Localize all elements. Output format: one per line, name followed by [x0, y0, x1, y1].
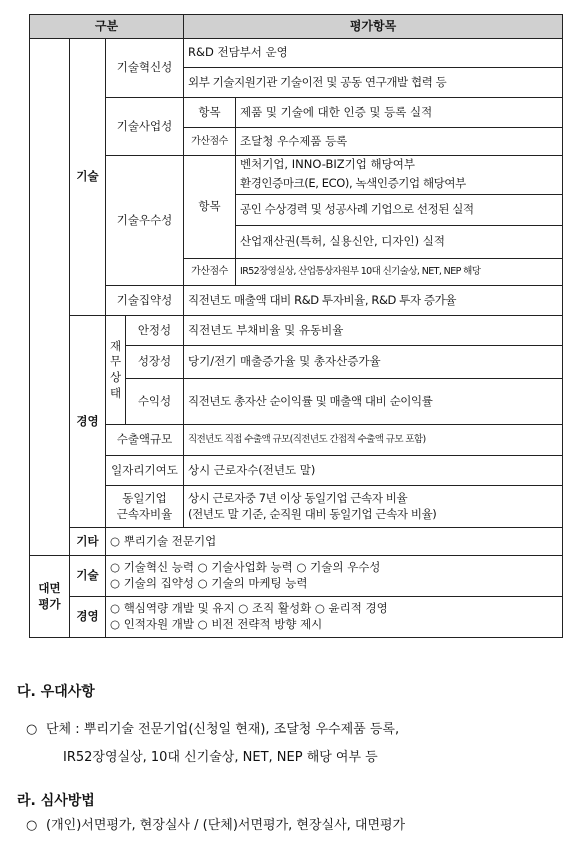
tech-excellence-item: 환경인증마크(E, ECO), 녹색인증기업 해당여부 — [236, 175, 563, 195]
mgmt-export-label: 수출액규모 — [106, 425, 184, 456]
interview-mgmt-items: ○ 핵심역량 개발 및 유지 ○ 조직 활성화 ○ 윤리적 경영 ○ 인적자원 개발 ○ 비전 전략적 방향 제시 — [106, 597, 563, 638]
tech-excellence-bonus: IR52장영실상, 산업통상자원부 10대 신기술상, NET, NEP 해당 — [236, 259, 563, 286]
tech-excellence-item: 산업재산권(특허, 실용신안, 디자인) 실적 — [236, 226, 563, 259]
bullet-icon: ○ — [26, 722, 38, 737]
mgmt-growth-label: 성장성 — [126, 346, 184, 379]
evaluation-table — [29, 14, 563, 638]
etc-label: 기타 — [70, 528, 106, 556]
mgmt-finance-label: 재 무 상 태 — [106, 316, 126, 425]
interview-tech-items: ○ 기술혁신 능력 ○ 기술사업화 능력 ○ 기술의 우수성 ○ 기술의 집약성 ○ 기술의 마케팅 능력 — [106, 556, 563, 597]
mgmt-retention-items: 상시 근로자중 7년 이상 동일기업 근속자 비율 (전년도 말 기준, 순직원 대비 동일기업 근속자 비율) — [184, 486, 563, 528]
tech-excellence-bonus-label: 가산점수 — [184, 259, 236, 286]
tech-intensity-label: 기술집약성 — [106, 286, 184, 316]
interview-mgmt-label: 경영 — [70, 597, 106, 638]
review-heading: 라. 심사방법 — [17, 793, 95, 809]
tech-commercial-bonus-label: 가산점수 — [184, 128, 236, 156]
interview-label: 대면 평가 — [30, 556, 70, 638]
mgmt-growth-item: 당기/전기 매출증가율 및 총자산증가율 — [184, 346, 563, 379]
mgmt-profit-label: 수익성 — [126, 379, 184, 425]
mgmt-profit-item: 직전년도 총자산 순이익률 및 매출액 대비 순이익률 — [184, 379, 563, 425]
mgmt-export-item: 직전년도 직접 수출액 규모(직전년도 간접적 수출액 규모 포함) — [184, 425, 563, 456]
header-category: 구분 — [30, 15, 184, 39]
tech-commercial-item: 제품 및 기술에 대한 인증 및 등록 실적 — [236, 98, 563, 128]
tech-innovation-label: 기술혁신성 — [106, 39, 184, 98]
mgmt-jobs-label: 일자리기여도 — [106, 456, 184, 486]
tech-intensity-item: 직전년도 매출액 대비 R&D 투자비율, R&D 투자 증가율 — [184, 286, 563, 316]
bullet-icon: ○ — [26, 818, 38, 833]
preference-line: IR52장영실상, 10대 신기술상, NET, NEP 해당 여부 등 — [63, 750, 378, 765]
blank-col-cell — [30, 39, 70, 556]
tech-label: 기술 — [70, 39, 106, 316]
tech-innovation-item: 외부 기술지원기관 기술이전 및 공동 연구개발 협력 등 — [184, 68, 563, 98]
tech-excellence-item: 벤처기업, INNO-BIZ기업 해당여부 — [236, 156, 563, 175]
mgmt-label: 경영 — [70, 316, 106, 528]
preference-heading: 다. 우대사항 — [17, 684, 95, 700]
tech-commercial-bonus: 조달청 우수제품 등록 — [236, 128, 563, 156]
tech-excellence-item: 공인 수상경력 및 성공사례 기업으로 선정된 실적 — [236, 195, 563, 226]
interview-tech-label: 기술 — [70, 556, 106, 597]
mgmt-stability-item: 직전년도 부채비율 및 유동비율 — [184, 316, 563, 346]
mgmt-jobs-item: 상시 근로자수(전년도 말) — [184, 456, 563, 486]
review-line: ○ (개인)서면평가, 현장실사 / (단체)서면평가, 현장실사, 대면평가 — [26, 818, 406, 833]
etc-item: ○ 뿌리기술 전문기업 — [106, 528, 563, 556]
mgmt-retention-label: 동일기업 근속자비율 — [106, 486, 184, 528]
preference-line: ○ 단체 : 뿌리기술 전문기업(신청일 현재), 조달청 우수제품 등록, — [26, 722, 400, 737]
tech-excellence-label: 기술우수성 — [106, 156, 184, 286]
mgmt-stability-label: 안정성 — [126, 316, 184, 346]
header-items: 평가항목 — [184, 15, 563, 39]
tech-innovation-item: R&D 전담부서 운영 — [184, 39, 563, 68]
tech-commercial-item-label: 항목 — [184, 98, 236, 128]
tech-excellence-item-label: 항목 — [184, 156, 236, 259]
tech-commercial-label: 기술사업성 — [106, 98, 184, 156]
